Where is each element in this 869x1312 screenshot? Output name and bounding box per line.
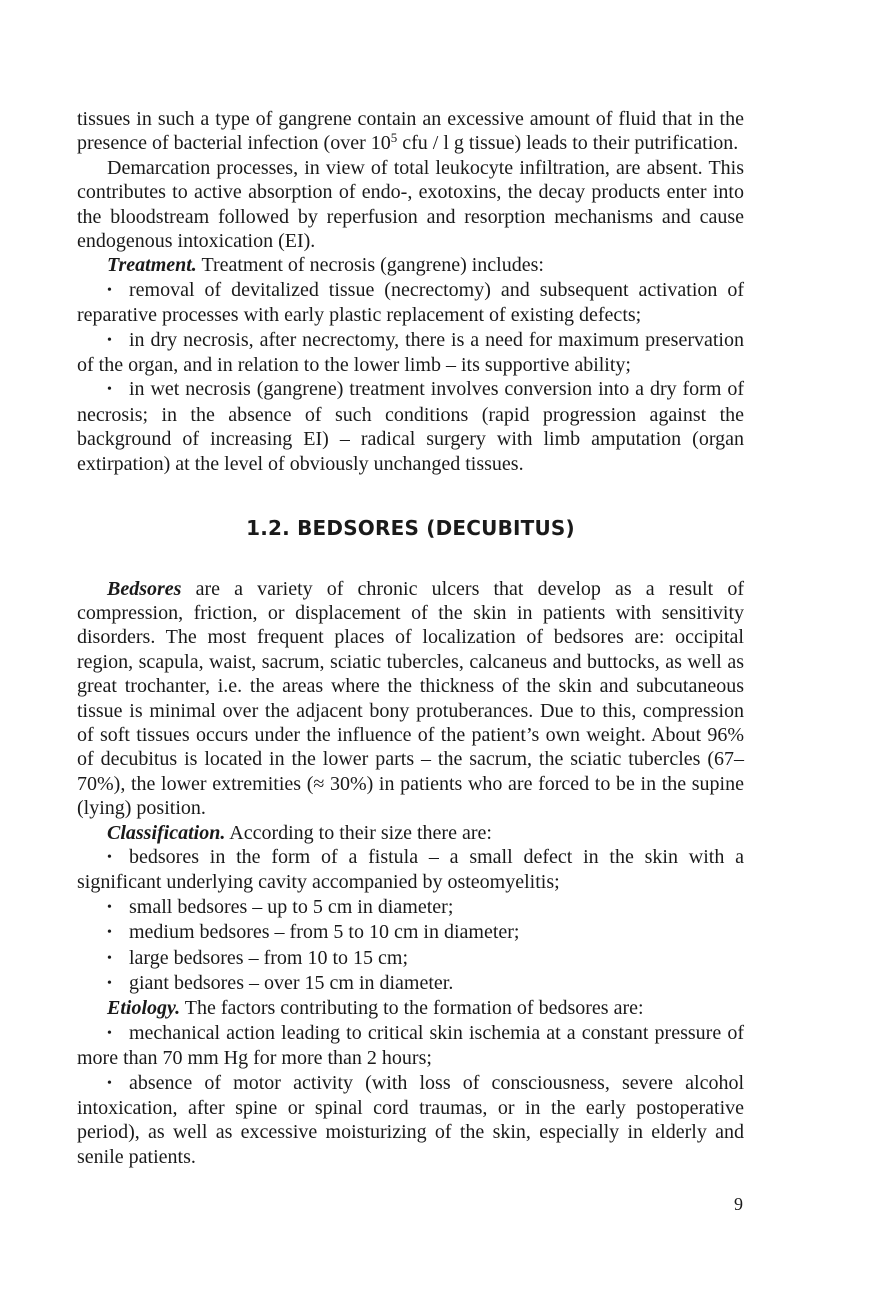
list-item-text: large bedsores – from 10 to 15 cm; [129,946,409,969]
paragraph-classification [77,821,744,845]
list-item [77,328,744,378]
classification-lead: Classification. [107,821,226,844]
treatment-lead: Treatment. [107,254,197,277]
classification-text: According to their size there are: [225,821,492,844]
list-item [77,971,744,996]
etiology-text: The factors contributing to the formation of bedsores are: [180,997,644,1020]
bedsores-text: are a variety of chronic ulcers that develop as a result of compression, friction, or displacement of the skin in patients with sensitivity disorders. The most frequent places of localization of bedsores are: occipital region, scapula, waist, sacrum, sciatic tubercles, calcaneus and buttocks, as well as great trochanter, i.e. the areas where the thickness of the skin and subcutaneous tissue is minimal over the adjacent bony protuberances. Due to this, compression of soft tissues occurs under the influence of the patient’s own weight. About 96% of decubitus is located in the lower parts – the sacrum, the sciatic tubercles (67–70%), the lower extremities (≈ 30%) in patients who are forced to be in the supine (lying) position. [77,577,744,820]
list-item [77,377,744,476]
list-item [77,895,744,920]
list-item [77,1021,744,1071]
bullet-icon: • [107,1075,112,1091]
bullet-icon: • [107,976,112,991]
bullet-icon: • [107,849,112,865]
paragraph-text: cfu / l g tissue) leads to their putrification. [397,132,739,155]
list-item-text: small bedsores – up to 5 cm in diameter; [129,895,454,918]
page-body [77,107,744,1169]
etiology-lead: Etiology. [107,997,181,1020]
bullet-icon: • [107,899,112,915]
paragraph-etiology [77,996,744,1020]
paragraph-text: tissues in such a type of gangrene contain an excessive amount of fluid that in the presence of bacterial infection (over 10 [77,108,744,155]
list-item-text: absence of motor activity (with loss of consciousness, severe alcohol intoxication, after spine or spinal cord traumas, or in the early postoperative period), as well as excessive moisturizing of the skin, especially in elderly and senile patients. [77,1071,744,1168]
list-item-text: mechanical action leading to critical skin ischemia at a constant pressure of more than 70 mm Hg for more than 2 hours; [77,1021,744,1070]
paragraph-bedsores [77,577,744,821]
bullet-icon: • [107,382,112,398]
bullet-icon: • [107,950,112,966]
paragraph-demarcation: Demarcation processes, in view of total leukocyte infiltration, are absent. This contributes to active absorption of endo-, exotoxins, the decay products enter into the bloodstream followed by reperfusion and resorption mechanisms and cause endogenous intoxication (EI). [77,156,744,253]
bedsores-lead: Bedsores [107,577,182,600]
list-item-text: removal of devitalized tissue (necrectomy) and subsequent activation of reparative processes with early plastic replacement of existing defects; [77,278,744,327]
list-item-text: in dry necrosis, after necrectomy, there is a need for maximum preservation of the organ, and in relation to the lower limb – its supportive ability; [77,328,744,377]
paragraph-putrification [77,107,744,156]
paragraph-treatment [77,253,744,277]
bullet-icon: • [107,1025,112,1041]
list-item-text: bedsores in the form of a fistula – a small defect in the skin with a significant underlying cavity accompanied by osteomyelitis; [77,845,744,894]
list-item [77,1071,744,1170]
treatment-text: Treatment of necrosis (gangrene) includes: [196,254,544,277]
section-heading: 1.2. BEDSORES (DECUBITUS) [246,516,575,541]
list-item-text: medium bedsores – from 5 to 10 cm in diameter; [129,921,520,944]
list-item-text: giant bedsores – over 15 cm in diameter. [129,972,454,994]
list-item [77,946,744,971]
bullet-icon: • [107,332,112,348]
superscript-exponent: 5 [390,130,398,146]
bullet-icon: • [107,282,112,298]
list-item-text: in wet necrosis (gangrene) treatment involves conversion into a dry form of necrosis; in the absence of such conditions (rapid progression against the background of increasing EI) – radical surgery with limb amputation (organ extirpation) at the level of obviously unchanged tissues. [77,378,744,475]
list-item [77,278,744,328]
bullet-icon: • [107,925,112,941]
list-item [77,845,744,895]
page-number: 9 [734,1194,743,1214]
list-item [77,920,744,945]
